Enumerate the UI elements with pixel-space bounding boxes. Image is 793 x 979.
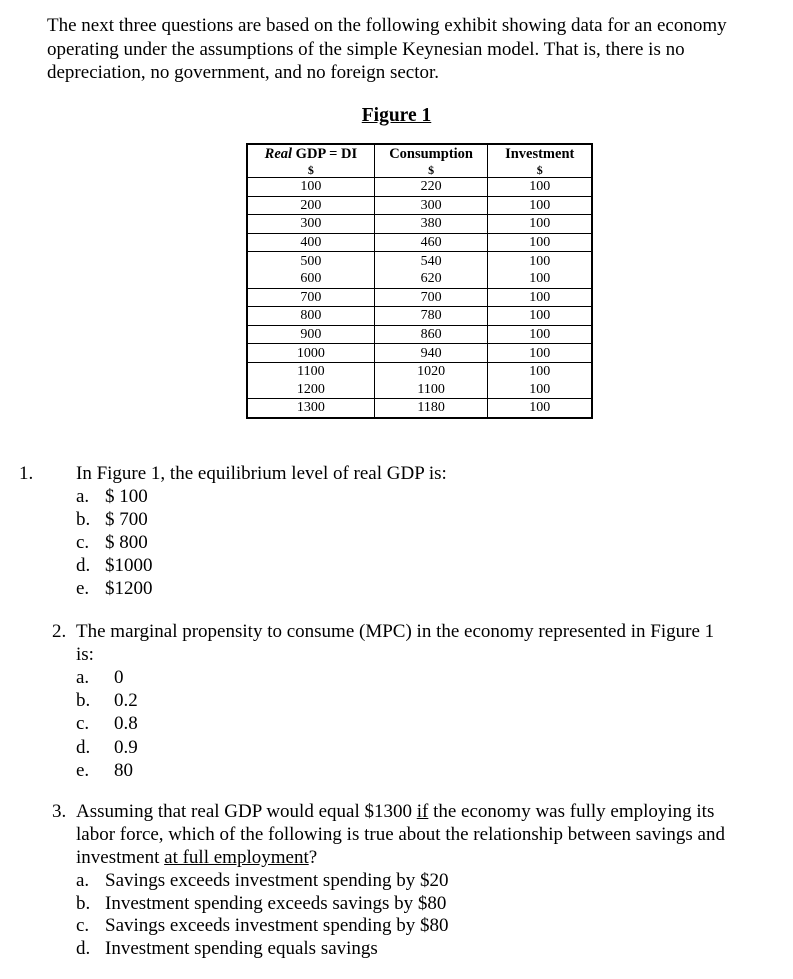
cell-gdp: 1000 — [247, 344, 374, 363]
cell-gdp: 200 — [247, 196, 374, 215]
cell-consumption: 1020 — [374, 362, 488, 380]
cell-investment: 100 — [488, 270, 592, 288]
cell-consumption: 380 — [374, 215, 488, 234]
q3-option-text: Savings exceeds investment spending by $20 — [105, 870, 449, 891]
q2-text-line1: The marginal propensity to consume (MPC) in the economy represented in Figure 1 — [76, 621, 715, 642]
cell-investment: 100 — [488, 233, 592, 252]
q1-option-text: $ 700 — [105, 509, 148, 530]
table-row — [247, 399, 592, 418]
table-row — [247, 288, 592, 307]
cell-gdp: 1200 — [247, 381, 374, 399]
cell-investment: 100 — [488, 344, 592, 363]
cell-gdp: 300 — [247, 215, 374, 234]
header-investment: Investment — [488, 144, 592, 163]
cell-investment: 100 — [488, 381, 592, 399]
q1-option-letter: c. — [76, 532, 90, 553]
q1-option-text: $ 800 — [105, 532, 148, 553]
q3-full-employment-underlined: at full employment — [164, 847, 309, 868]
q2-text-line2: is: — [76, 644, 94, 665]
q3-line3: investment at full employment? — [76, 847, 318, 868]
q1-option-text: $1000 — [105, 555, 153, 576]
q3-line1: Assuming that real GDP would equal $1300 if the economy was fully employing its — [76, 801, 715, 822]
table-row — [247, 233, 592, 252]
q2-option-letter: a. — [76, 667, 90, 688]
unit-gdp: $ — [247, 163, 374, 178]
q1-text: In Figure 1, the equilibrium level of real GDP is: — [76, 463, 447, 484]
q1-option-letter: d. — [76, 555, 91, 576]
table-row — [247, 215, 592, 234]
table-row — [247, 307, 592, 326]
q1-number: 1. — [19, 463, 34, 484]
cell-consumption: 540 — [374, 252, 488, 270]
q2-option-text: 0 — [114, 667, 124, 688]
header-consumption: Consumption — [374, 144, 488, 163]
table-row — [247, 196, 592, 215]
cell-gdp: 900 — [247, 325, 374, 344]
cell-gdp: 1300 — [247, 399, 374, 418]
cell-consumption: 940 — [374, 344, 488, 363]
figure-title: Figure 1 — [361, 105, 432, 126]
header-real-gdp: Real GDP = DI — [247, 144, 374, 163]
cell-investment: 100 — [488, 215, 592, 234]
cell-investment: 100 — [488, 196, 592, 215]
q1-option-letter: a. — [76, 486, 90, 507]
q2-option-letter: c. — [76, 713, 90, 735]
units-row — [247, 163, 592, 178]
cell-gdp: 400 — [247, 233, 374, 252]
cell-gdp: 700 — [247, 288, 374, 307]
q2-number: 2. — [52, 621, 67, 642]
q2-option-text: 0.8 — [114, 713, 138, 735]
intro-paragraph: The next three questions are based on the following exhibit showing data for an economy operating under the assumptions of the simple Keynesian model. That is, there is no depreciation, no government, and no foreign sector. — [47, 15, 727, 83]
q3-option-letter: c. — [76, 915, 90, 937]
cell-consumption: 620 — [374, 270, 488, 288]
cell-consumption: 700 — [374, 288, 488, 307]
q2-option-letter: b. — [76, 690, 91, 712]
cell-investment: 100 — [488, 307, 592, 326]
cell-investment: 100 — [488, 288, 592, 307]
q2-option-text: 0.9 — [114, 736, 138, 758]
q3-number: 3. — [52, 801, 67, 822]
data-table — [246, 143, 593, 419]
cell-consumption: 220 — [374, 178, 488, 197]
table-row — [247, 325, 592, 344]
unit-investment: $ — [488, 163, 592, 178]
cell-consumption: 460 — [374, 233, 488, 252]
table-row — [247, 252, 592, 270]
cell-gdp: 500 — [247, 252, 374, 270]
table-row — [247, 270, 592, 288]
cell-investment: 100 — [488, 399, 592, 418]
q2-option-letter: e. — [76, 759, 90, 781]
cell-consumption: 1100 — [374, 381, 488, 399]
q1-option-text: $ 100 — [105, 486, 148, 507]
cell-investment: 100 — [488, 362, 592, 380]
cell-investment: 100 — [488, 252, 592, 270]
q3-option-text: Savings exceeds investment spending by $80 — [105, 915, 449, 937]
cell-consumption: 300 — [374, 196, 488, 215]
q2-option-letter: d. — [76, 736, 91, 758]
cell-gdp: 600 — [247, 270, 374, 288]
q1-option-letter: e. — [76, 578, 90, 599]
table-row — [247, 344, 592, 363]
q3-option-letter: d. — [76, 938, 91, 960]
q3-if-underlined: if — [416, 801, 429, 822]
table-row — [247, 381, 592, 399]
cell-investment: 100 — [488, 178, 592, 197]
q2-option-text: 0.2 — [114, 690, 138, 712]
q3-option-text: Investment spending equals savings — [105, 938, 378, 960]
q3-option-text: Investment spending exceeds savings by $80 — [105, 892, 447, 914]
q3-option-letter: a. — [76, 870, 90, 891]
table-row — [247, 178, 592, 197]
q1-option-text: $1200 — [105, 578, 153, 599]
q3-line2: labor force, which of the following is true about the relationship between savings and — [76, 824, 725, 845]
cell-consumption: 1180 — [374, 399, 488, 418]
q1-option-letter: b. — [76, 509, 91, 530]
table-row — [247, 362, 592, 380]
q3-option-letter: b. — [76, 892, 91, 914]
cell-investment: 100 — [488, 325, 592, 344]
cell-gdp: 800 — [247, 307, 374, 326]
cell-gdp: 100 — [247, 178, 374, 197]
cell-consumption: 780 — [374, 307, 488, 326]
cell-consumption: 860 — [374, 325, 488, 344]
cell-gdp: 1100 — [247, 362, 374, 380]
unit-consumption: $ — [374, 163, 488, 178]
table-header-row — [247, 144, 592, 163]
q2-option-text: 80 — [114, 759, 133, 781]
